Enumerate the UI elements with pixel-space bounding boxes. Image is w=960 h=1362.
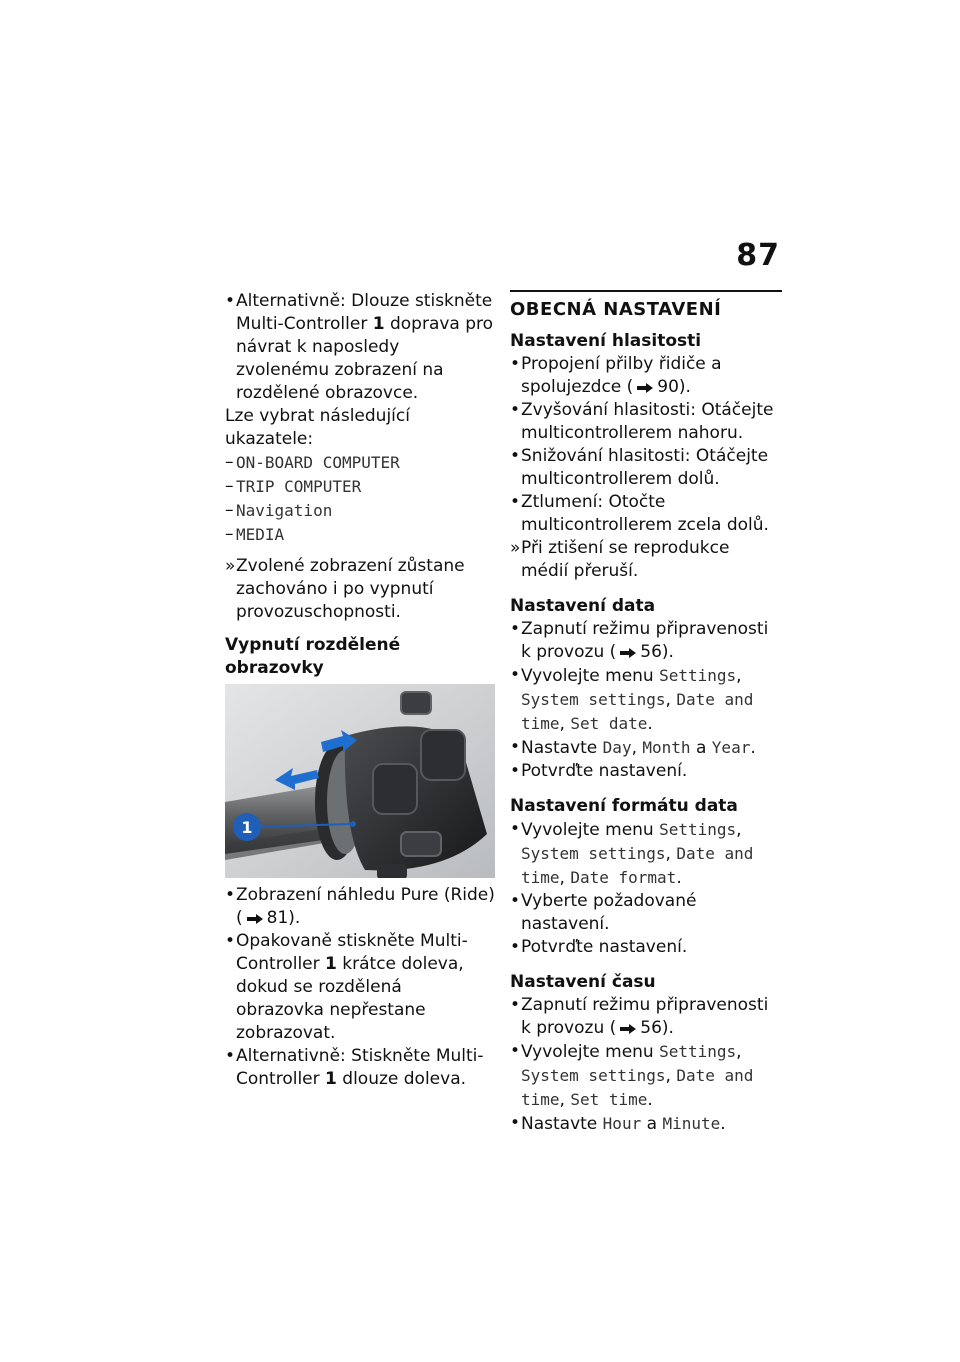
bullet-icon: • bbox=[510, 1113, 521, 1133]
ref-number: 1 bbox=[325, 954, 337, 974]
bullet-icon: • bbox=[510, 761, 521, 781]
result-item: » Při ztišení se reprodukce médií přeruší. bbox=[510, 538, 730, 581]
heading-volume: Nastavení hlasitosti bbox=[510, 331, 702, 351]
list-item: • Potvrďte nastavení. bbox=[510, 937, 688, 957]
page-reference-arrow-icon bbox=[637, 383, 653, 393]
result-arrow-icon: » bbox=[510, 538, 521, 558]
bullet-icon: • bbox=[510, 819, 521, 839]
option-item: – ON-BOARD COMPUTER bbox=[225, 452, 400, 472]
bullet-icon: • bbox=[510, 1041, 521, 1061]
list-item: • Potvrďte nastavení. bbox=[510, 761, 688, 781]
page-reference-arrow-icon bbox=[620, 1024, 636, 1034]
list-item: • Zapnutí režimu připravenosti k provozu ( 56). bbox=[510, 995, 769, 1038]
heading-time: Nastavení času bbox=[510, 972, 656, 992]
bullet-icon: • bbox=[225, 291, 236, 311]
bullet-icon: • bbox=[225, 885, 236, 905]
list-item: • Ztlumení: Otočte multicontrollerem zcela dolů. bbox=[510, 492, 769, 535]
heading-date: Nastavení data bbox=[510, 596, 656, 616]
left-column bbox=[225, 290, 495, 1091]
list-item: • Snižování hlasitosti: Otáčejte multicontrollerem dolů. bbox=[510, 446, 769, 489]
long-press-left-item: • Alternativně: Stiskněte Multi-Controller 1 dlouze doleva. bbox=[225, 1046, 484, 1089]
list-item: • Zapnutí režimu připravenosti k provozu ( 56). bbox=[510, 619, 769, 662]
dash-icon: – bbox=[225, 524, 234, 544]
list-item: • Vyvolejte menu Settings, System settings, Date and time, Set date. bbox=[510, 665, 754, 734]
heading-disable-split: Vypnutí rozdělené obrazovky bbox=[225, 635, 401, 678]
bullet-icon: • bbox=[510, 891, 521, 911]
short-press-item: • Opakovaně stiskněte Multi-Controller 1 krátce doleva, dokud se rozdělená obrazovka nepřestane zobrazovat. bbox=[225, 931, 468, 1043]
bullet-icon: • bbox=[510, 354, 521, 374]
right-column bbox=[510, 290, 782, 1136]
bullet-icon: • bbox=[510, 400, 521, 420]
dash-icon: – bbox=[225, 500, 234, 520]
list-item: • Propojení přilby řidiče a spolujezdce ( 90). bbox=[510, 354, 722, 397]
result-item: » Zvolené zobrazení zůstane zachováno i po vypnutí provozuschopnosti. bbox=[225, 556, 465, 622]
page-reference-arrow-icon bbox=[247, 914, 263, 924]
options-intro: Lze vybrat následující ukazatele: bbox=[225, 406, 410, 449]
bullet-icon: • bbox=[510, 937, 521, 957]
list-item: • Nastavte Hour a Minute. bbox=[510, 1113, 726, 1134]
pure-ride-item: • Zobrazení náhledu Pure (Ride) ( 81). bbox=[225, 885, 495, 928]
bullet-icon: • bbox=[510, 446, 521, 466]
bullet-icon: • bbox=[225, 931, 236, 951]
list-item: • Zvyšování hlasitosti: Otáčejte multicontrollerem nahoru. bbox=[510, 400, 774, 443]
list-item: • Nastavte Day, Month a Year. bbox=[510, 737, 756, 758]
bullet-icon: • bbox=[510, 665, 521, 685]
page-number: 87 bbox=[736, 238, 780, 273]
option-item: – MEDIA bbox=[225, 524, 285, 544]
handlebar-illustration bbox=[225, 684, 495, 878]
heading-date-format: Nastavení formátu data bbox=[510, 796, 738, 816]
list-item: • Vyberte požadované nastavení. bbox=[510, 891, 697, 934]
dash-icon: – bbox=[225, 452, 234, 472]
alt-long-press-item: • Alternativně: Dlouze stiskněte Multi-Controller 1 doprava pro návrat k naposledy zvolenému zobrazení na rozdělené obrazovce. bbox=[225, 291, 494, 403]
bullet-icon: • bbox=[510, 492, 521, 512]
list-item: • Vyvolejte menu Settings, System settings, Date and time, Date format. bbox=[510, 819, 754, 888]
result-arrow-icon: » bbox=[225, 556, 236, 576]
ref-number: 1 bbox=[325, 1069, 337, 1089]
handlebar-controller-figure bbox=[225, 684, 495, 878]
list-item: • Vyvolejte menu Settings, System settings, Date and time, Set time. bbox=[510, 1041, 754, 1110]
dash-icon: – bbox=[225, 476, 234, 496]
page-reference-arrow-icon bbox=[620, 648, 636, 658]
ref-number: 1 bbox=[372, 314, 385, 334]
option-item: – TRIP COMPUTER bbox=[225, 476, 362, 496]
figure-callout-number: 1 bbox=[241, 818, 253, 837]
bullet-icon: • bbox=[225, 1046, 236, 1066]
option-item: – Navigation bbox=[225, 500, 333, 520]
bullet-icon: • bbox=[510, 619, 521, 639]
bullet-icon: • bbox=[510, 995, 521, 1015]
bullet-icon: • bbox=[510, 737, 521, 757]
section-title: OBECNÁ NASTAVENÍ bbox=[510, 290, 782, 322]
